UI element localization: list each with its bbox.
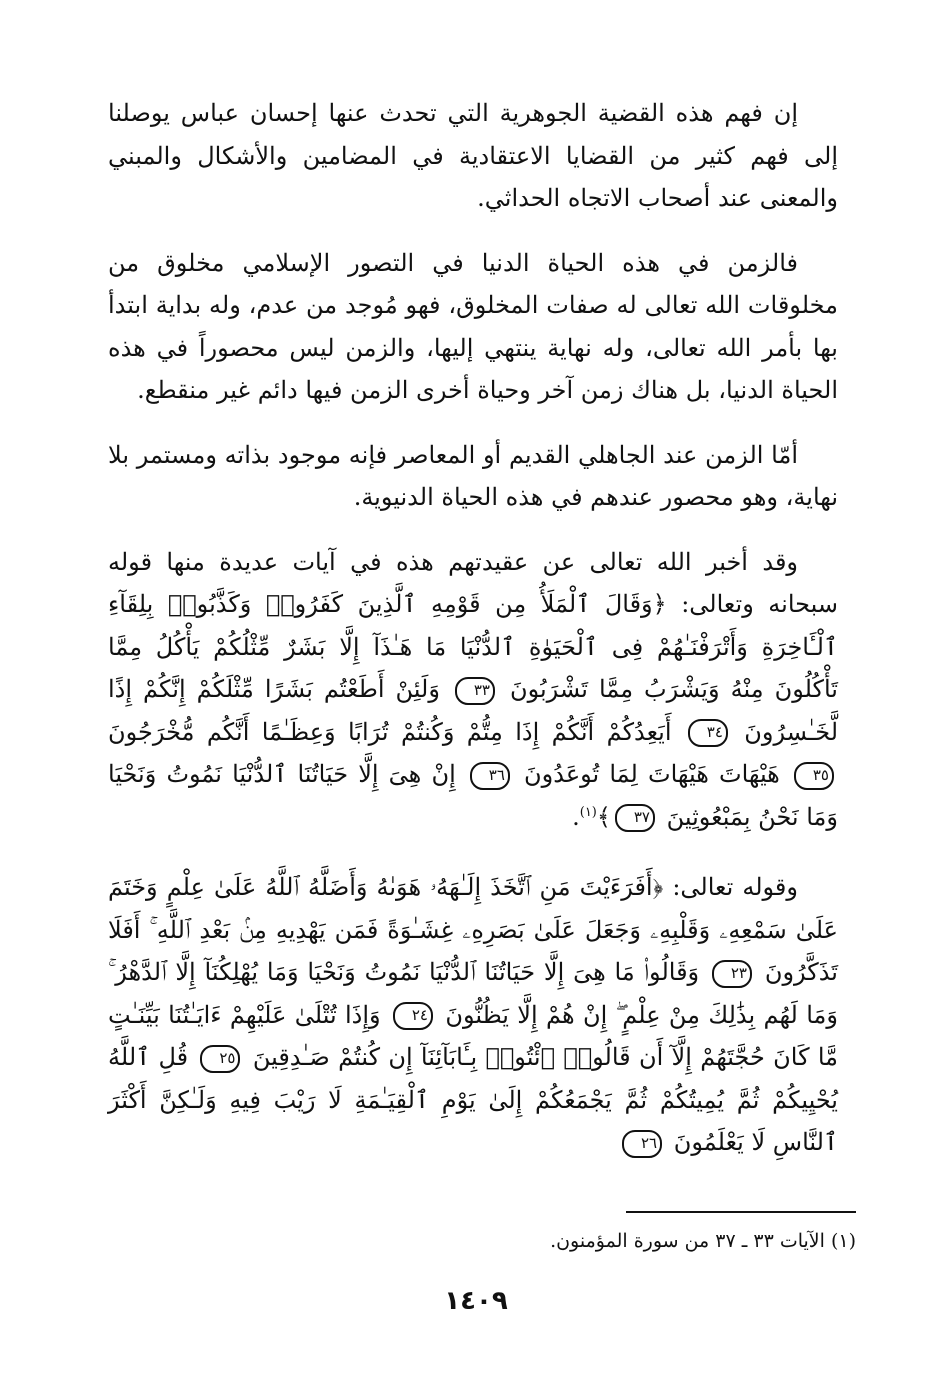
paragraph-1: إن فهم هذه القضية الجوهرية التي تحدث عنها إحسان عباس يوصلنا إلى فهم كثير من القضايا الاعتقادية في المضامين والأشكال والمبني والمعنى عند أصحاب الاتجاه الحداثي. [108,99,838,212]
verse-23-text: أَفَرَءَيْتَ مَنِ ٱتَّخَذَ إِلَـٰهَهُۥ هَوَىٰهُ وَأَضَلَّهُ ٱللَّهُ عَلَىٰ عِلْمٍ وَخَتَمَ عَلَىٰ سَمْعِهِۦ وَقَلْبِهِۦ وَجَعَلَ عَلَىٰ بَصَرِهِۦ غِشَـٰوَةً فَمَن يَهْدِيهِ مِنۢ بَعْدِ ٱللَّهِ ۚ أَفَلَا تَذَكَّرُونَ [108,873,838,986]
verse-26-text: قُلِ ٱللَّهُ يُحْيِيكُمْ ثُمَّ يُمِيتُكُمْ ثُمَّ يَجْمَعُكُمْ إِلَىٰ يَوْمِ ٱلْقِيَـٰمَةِ لَا رَيْبَ فِيهِ وَلَـٰكِنَّ أَكْثَرَ ٱلنَّاسِ لَا يَعْلَمُونَ [108,1043,838,1156]
footnote-divider [626,1211,856,1213]
verse-34-text: وَلَئِنْ أَطَعْتُم بَشَرًا مِّثْلَكُمْ إِنَّكُمْ إِذًا لَّخَـٰسِرُونَ [108,675,838,746]
verse-24-text: وَقَالُوا۟ مَا هِىَ إِلَّا حَيَاتُنَا ٱلدُّنْيَا نَمُوتُ وَنَحْيَا وَمَا يُهْلِكُنَآ إِلَّا ٱلدَّهْرُ ۚ وَمَا لَهُم بِذَٰلِكَ مِنْ عِلْمٍ ۖ إِنْ هُمْ إِلَّا يَظُنُّونَ [108,958,838,1029]
quote-2-intro: وقوله تعالى: [672,873,798,901]
ayah-marker-26: ٢٦ [622,1130,662,1158]
paragraph-2: فالزمن في هذه الحياة الدنيا في التصور الإسلامي مخلوق من مخلوقات الله تعالى له صفات المخلوق، فهو مُوجد من عدم، وله بداية ابتدأ بها بأمر الله تعالى، وله نهاية ينتهي إليها، والزمن ليس محصوراً في هذه الحياة الدنيا، بل هناك زمن آخر وحياة أخرى الزمن فيها دائم غير منقطع. [108,248,838,404]
verse-25-text: وَإِذَا تُتْلَىٰ عَلَيْهِمْ ءَايَـٰتُنَا بَيِّنَـٰتٍ مَّا كَانَ حُجَّتَهُمْ إِلَّآ أَن قَالُوا۟ ٱئْتُوا۟ بِـَٔابَآئِنَآ إِن كُنتُمْ صَـٰدِقِينَ [108,1000,838,1071]
quote-2-open-bracket: ﴿ [652,873,664,901]
quote-1-open-bracket: ﴿ [652,590,667,618]
ayah-marker-24: ٢٤ [393,1002,433,1030]
quran-quote-2 [108,866,838,1164]
footnote-reference: (١) [579,804,597,820]
quote-1-intro: وقد أخبر الله تعالى عن عقيدتهم هذه في آيات عديدة منها قوله سبحانه وتعالى: [108,547,838,618]
verse-37-text: إِنْ هِىَ إِلَّا حَيَاتُنَا ٱلدُّنْيَا نَمُوتُ وَنَحْيَا وَمَا نَحْنُ بِمَبْعُوثِينَ [108,760,838,831]
quran-quote-1 [108,541,838,839]
ayah-marker-35: ٣٥ [794,762,834,790]
ayah-marker-34: ٣٤ [688,719,728,747]
footnote: (١) الآيات ٣٣ ـ ٣٧ من سورة المؤمنون. [550,1230,856,1252]
verse-33-text: وَقَالَ ٱلْمَلَأُ مِن قَوْمِهِ ٱلَّذِينَ كَفَرُوا۟ وَكَذَّبُوا۟ بِلِقَآءِ ٱلْـَٔاخِرَةِ وَأَتْرَفْنَـٰهُمْ فِى ٱلْحَيَوٰةِ ٱلدُّنْيَا مَا هَـٰذَآ إِلَّا بَشَرٌ مِّثْلُكُمْ يَأْكُلُ مِمَّا تَأْكُلُونَ مِنْهُ وَيَشْرَبُ مِمَّا تَشْرَبُونَ [108,590,838,703]
page-body [108,92,838,1192]
quote-1-close-bracket: ﴾ [596,802,611,831]
quote-1-end: . [572,802,580,831]
ayah-marker-25: ٢٥ [200,1045,240,1073]
paragraph-3: أمّا الزمن عند الجاهلي القديم أو المعاصر فإنه موجود بذاته ومستمر بلا نهاية، وهو محصور عندهم في هذه الحياة الدنيوية. [108,440,838,511]
ayah-marker-23: ٢٣ [712,960,752,988]
ayah-marker-37: ٣٧ [615,804,655,832]
verse-35-text: أَيَعِدُكُمْ أَنَّكُمْ إِذَا مِتُّمْ وَكُنتُمْ تُرَابًا وَعِظَـٰمًا أَنَّكُم مُّخْرَجُونَ [108,717,672,746]
page-number: ١٤٠٩ [444,1286,508,1316]
ayah-marker-33: ٣٣ [455,677,495,705]
ayah-marker-36: ٣٦ [470,762,510,790]
verse-36-text: هَيْهَاتَ هَيْهَاتَ لِمَا تُوعَدُونَ [524,760,780,788]
